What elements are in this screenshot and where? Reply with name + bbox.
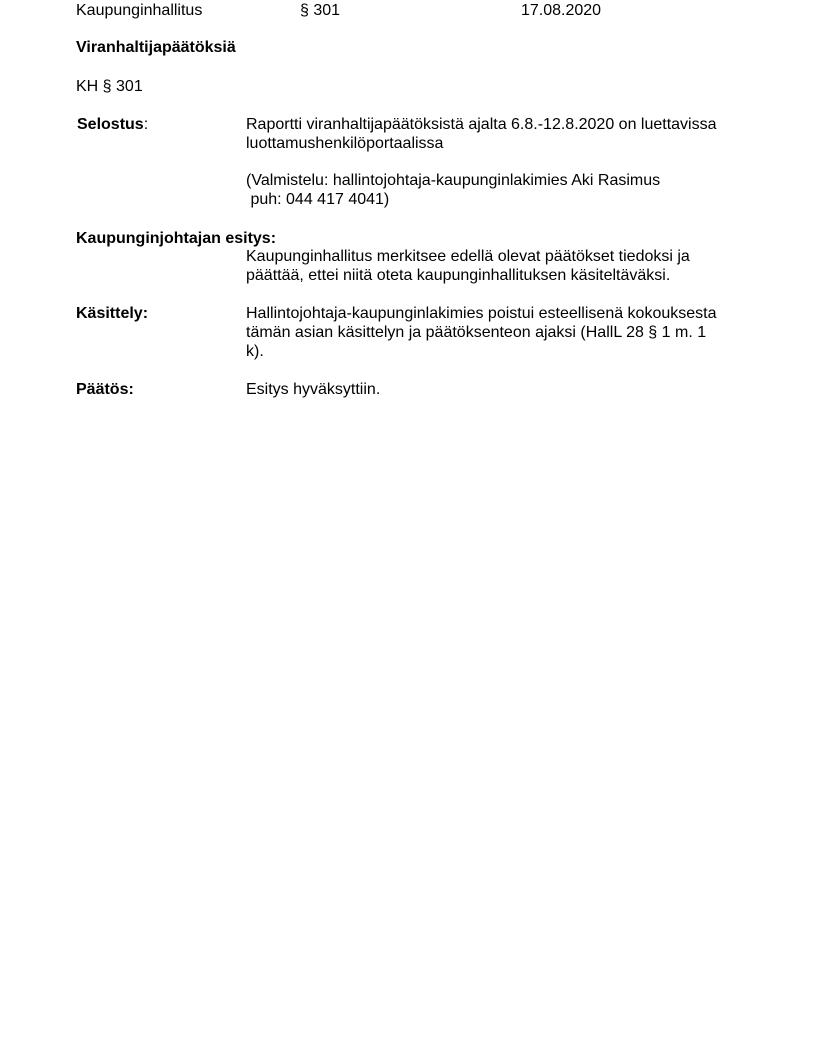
kasittely-line: k). bbox=[246, 343, 264, 360]
header-body-name: Kaupunginhallitus bbox=[76, 2, 203, 19]
section-reference: KH § 301 bbox=[76, 78, 143, 95]
preparer-line: (Valmistelu: hallintojohtaja-kaupunginlakimies Aki Rasimus bbox=[246, 172, 661, 189]
kasittely-text bbox=[246, 304, 726, 361]
esitys-text bbox=[246, 247, 726, 285]
selostus-line: luottamushenkilöportaalissa bbox=[246, 135, 444, 152]
paatos-text: Esitys hyväksyttiin. bbox=[246, 381, 381, 398]
preparer-note bbox=[246, 171, 726, 209]
kasittely-line: Hallintojohtaja-kaupunginlakimies poistui esteellisenä kokouksesta bbox=[246, 305, 717, 322]
selostus-text bbox=[246, 115, 726, 153]
kasittely-line: tämän asian käsittelyn ja päätöksenteon ajaksi (HallL 28 § 1 m. 1 bbox=[246, 324, 707, 341]
esitys-line: Kaupunginhallitus merkitsee edellä olevat päätökset tiedoksi ja bbox=[246, 248, 690, 265]
esitys-label: Kaupunginjohtajan esitys: bbox=[76, 230, 277, 247]
selostus-label-colon: : bbox=[143, 116, 149, 133]
header-date: 17.08.2020 bbox=[521, 2, 602, 19]
selostus-label-text: Selostus bbox=[77, 116, 144, 133]
page-title: Viranhaltijapäätöksiä bbox=[76, 39, 236, 56]
paatos-label: Päätös: bbox=[76, 381, 134, 398]
esitys-line: päättää, ettei niitä oteta kaupunginhallituksen käsiteltäväksi. bbox=[246, 267, 671, 284]
selostus-line: Raportti viranhaltijapäätöksistä ajalta 6.8.-12.8.2020 on luettavissa bbox=[246, 116, 717, 133]
selostus-label bbox=[77, 115, 148, 134]
header-section-number: § 301 bbox=[300, 2, 341, 19]
kasittely-label: Käsittely: bbox=[76, 305, 149, 322]
preparer-line: puh: 044 417 4041) bbox=[246, 191, 390, 208]
